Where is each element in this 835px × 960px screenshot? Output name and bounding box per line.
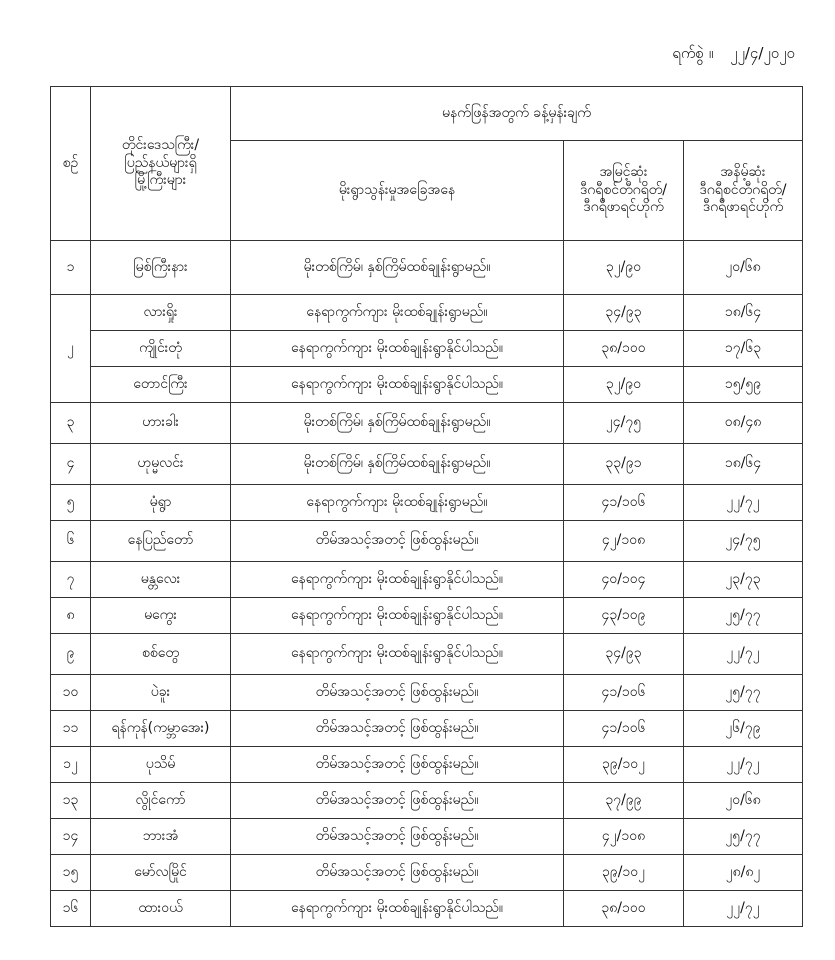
weather-condition: တိမ်အသင့်အတင့် ဖြစ်ထွန်းမည်။ (231, 819, 564, 855)
weather-condition: မိုးတစ်ကြိမ်၊ နှစ်ကြိမ်ထစ်ချုန်းရွာမည်။ (231, 403, 564, 444)
max-temperature: ၃၉/၁၀၂ (564, 855, 684, 891)
weather-condition: မိုးတစ်ကြိမ်၊ နှစ်ကြိမ်ထစ်ချုန်းရွာမည်။ (231, 241, 564, 295)
city-name: ရန်ကုန်(ကမ္ဘာအေး) (91, 711, 231, 747)
min-temperature: ၁၈/၆၄ (684, 444, 803, 485)
date-line (672, 44, 795, 66)
min-temperature: ၂၅/၇၇ (684, 598, 803, 634)
max-temperature: ၃၄/၉၃ (564, 634, 684, 675)
city-name: ဟားခါး (91, 403, 231, 444)
weather-condition: နေရာကွက်ကျား မိုးထစ်ချုန်းရွာမည်။ (231, 485, 564, 521)
min-temperature: ၂၀/၆၈ (684, 783, 803, 819)
table-row (51, 295, 803, 331)
city-name: လွိုင်ကော် (91, 783, 231, 819)
max-temperature: ၄၀/၁၀၄ (564, 562, 684, 598)
min-temperature: ၂၂/၇၂ (684, 891, 803, 927)
row-number: ၁၂ (51, 747, 91, 783)
city-name: ပဲခူး (91, 675, 231, 711)
min-temperature: ၂၃/၇၃ (684, 562, 803, 598)
weather-condition: နေရာကွက်ကျား မိုးထစ်ချုန်းရွာနိုင်ပါသည်။ (231, 331, 564, 367)
max-temperature: ၃၉/၁၀၂ (564, 747, 684, 783)
city-name: ဘားအံ (91, 819, 231, 855)
table-row (51, 675, 803, 711)
region-header-line: တိုင်းဒေသကြီး/ (121, 137, 200, 154)
min-temperature: ၂၄/၇၅ (684, 521, 803, 562)
city-name: ကျိုင်းတုံ (91, 331, 231, 367)
max-temperature: ၄၁/၁၀၆ (564, 485, 684, 521)
min-temperature: ၂၂/၇၂ (684, 634, 803, 675)
min-header-line: အနိမ့်ဆုံး (720, 164, 766, 181)
date-label: ရက်စွဲ ။ (672, 44, 714, 62)
max-temperature: ၄၁/၁၀၆ (564, 711, 684, 747)
row-number: ၆ (51, 521, 91, 562)
table-row (51, 855, 803, 891)
table-row (51, 331, 803, 367)
table-row (51, 747, 803, 783)
row-number: ၅ (51, 485, 91, 521)
table-row (51, 485, 803, 521)
table-row (51, 783, 803, 819)
row-number: ၁၆ (51, 891, 91, 927)
min-temperature: ၀၈/၄၈ (684, 403, 803, 444)
weather-condition: တိမ်အသင့်အတင့် ဖြစ်ထွန်းမည်။ (231, 747, 564, 783)
row-number: ၁၁ (51, 711, 91, 747)
table-row (51, 521, 803, 562)
table-row (51, 598, 803, 634)
min-temperature: ၂၀/၆၈ (684, 241, 803, 295)
min-temperature: ၂၈/၈၂ (684, 855, 803, 891)
forecast-group-header: မနက်ဖြန်အတွက် ခန့်မှန်းချက် (231, 87, 803, 141)
city-name: မော်လမြိုင် (91, 855, 231, 891)
row-number: ၁ (51, 241, 91, 295)
max-temperature: ၄၃/၁၀၉ (564, 598, 684, 634)
city-name: ထားဝယ် (91, 891, 231, 927)
table-row (51, 891, 803, 927)
max-header-line: အမြင့်ဆုံး (599, 164, 648, 181)
weather-forecast-table (50, 86, 803, 927)
table-row (51, 562, 803, 598)
row-number: ၄ (51, 444, 91, 485)
city-name: မကွေး (91, 598, 231, 634)
date-value: ၂၂/၄/၂၀၂၀ (730, 44, 795, 62)
max-temperature: ၃၂/၉၀ (564, 367, 684, 403)
weather-condition: နေရာကွက်ကျား မိုးထစ်ချုန်းရွာမည်။ (231, 295, 564, 331)
table-row (51, 367, 803, 403)
table-row (51, 634, 803, 675)
max-temperature: ၃၈/၁၀၀ (564, 891, 684, 927)
min-temperature: ၂၅/၇၇ (684, 675, 803, 711)
header-row (51, 87, 803, 141)
row-number: ၈ (51, 598, 91, 634)
row-number: ၂ (51, 295, 91, 403)
weather-condition: နေရာကွက်ကျား မိုးထစ်ချုန်းရွာနိုင်ပါသည်။ (231, 562, 564, 598)
weather-condition: မိုးတစ်ကြိမ်၊ နှစ်ကြိမ်ထစ်ချုန်းရွာမည်။ (231, 444, 564, 485)
region-header-line: မြို့ကြီးများ (134, 172, 187, 189)
min-temperature: ၁၅/၅၉ (684, 367, 803, 403)
weather-condition: တိမ်အသင့်အတင့် ဖြစ်ထွန်းမည်။ (231, 675, 564, 711)
table-row (51, 711, 803, 747)
weather-condition: တိမ်အသင့်အတင့် ဖြစ်ထွန်းမည်။ (231, 711, 564, 747)
max-header-line: ဒီဂရီစင်တီဂရိတ်/ (580, 181, 667, 198)
min-temperature: ၁၇/၆၃ (684, 331, 803, 367)
city-name: လားရှိုး (91, 295, 231, 331)
column-header-number: စဉ် (51, 87, 91, 241)
column-header-region (91, 87, 231, 241)
min-temperature: ၁၈/၆၄ (684, 295, 803, 331)
weather-condition: နေရာကွက်ကျား မိုးထစ်ချုန်းရွာနိုင်ပါသည်။ (231, 367, 564, 403)
table-row (51, 444, 803, 485)
row-number: ၇ (51, 562, 91, 598)
max-temperature: ၃၄/၉၃ (564, 295, 684, 331)
max-temperature: ၃၈/၁၀၀ (564, 331, 684, 367)
table-row (51, 241, 803, 295)
weather-condition: တိမ်အသင့်အတင့် ဖြစ်ထွန်းမည်။ (231, 855, 564, 891)
row-number: ၁၀ (51, 675, 91, 711)
city-name: တောင်ကြီး (91, 367, 231, 403)
max-temperature: ၄၁/၁၀၆ (564, 675, 684, 711)
weather-condition: တိမ်အသင့်အတင့် ဖြစ်ထွန်းမည်။ (231, 783, 564, 819)
city-name: နေပြည်တော် (91, 521, 231, 562)
max-header-line: ဒီဂရီဖာရင်ဟိုက် (583, 199, 664, 216)
row-number: ၁၅ (51, 855, 91, 891)
min-header-line: ဒီဂရီစင်တီဂရိတ်/ (699, 181, 787, 198)
city-name: မန္တလေး (91, 562, 231, 598)
table-row (51, 403, 803, 444)
region-header-line: ပြည်နယ်များရှိ (124, 154, 197, 171)
row-number: ၁၃ (51, 783, 91, 819)
column-header-max-temp (564, 141, 684, 241)
weather-condition: တိမ်အသင့်အတင့် ဖြစ်ထွန်းမည်။ (231, 521, 564, 562)
max-temperature: ၂၄/၇၅ (564, 403, 684, 444)
city-name: စစ်တွေ (91, 634, 231, 675)
min-temperature: ၂၆/၇၉ (684, 711, 803, 747)
city-name: ဟုမ္မလင်း (91, 444, 231, 485)
row-number: ၉ (51, 634, 91, 675)
weather-condition: နေရာကွက်ကျား မိုးထစ်ချုန်းရွာနိုင်ပါသည်။ (231, 891, 564, 927)
max-temperature: ၄၂/၁၀၈ (564, 819, 684, 855)
max-temperature: ၄၂/၁၀၈ (564, 521, 684, 562)
city-name: မုံရွာ (91, 485, 231, 521)
row-number: ၁၄ (51, 819, 91, 855)
min-header-line: ဒီဂရီဖာရင်ဟိုက် (702, 199, 784, 216)
city-name: မြစ်ကြီးနား (91, 241, 231, 295)
weather-condition: နေရာကွက်ကျား မိုးထစ်ချုန်းရွာနိုင်ပါသည်။ (231, 598, 564, 634)
min-temperature: ၂၅/၇၇ (684, 819, 803, 855)
min-temperature: ၂၂/၇၂ (684, 485, 803, 521)
row-number: ၃ (51, 403, 91, 444)
column-header-min-temp (684, 141, 803, 241)
column-header-weather: မိုးရွာသွန်းမှုအခြေအနေ (231, 141, 564, 241)
max-temperature: ၃၂/၉၀ (564, 241, 684, 295)
weather-condition: နေရာကွက်ကျား မိုးထစ်ချုန်းရွာနိုင်ပါသည်။ (231, 634, 564, 675)
table-row (51, 819, 803, 855)
max-temperature: ၃၇/၉၉ (564, 783, 684, 819)
max-temperature: ၃၃/၉၁ (564, 444, 684, 485)
min-temperature: ၂၂/၇၂ (684, 747, 803, 783)
city-name: ပုသိမ် (91, 747, 231, 783)
